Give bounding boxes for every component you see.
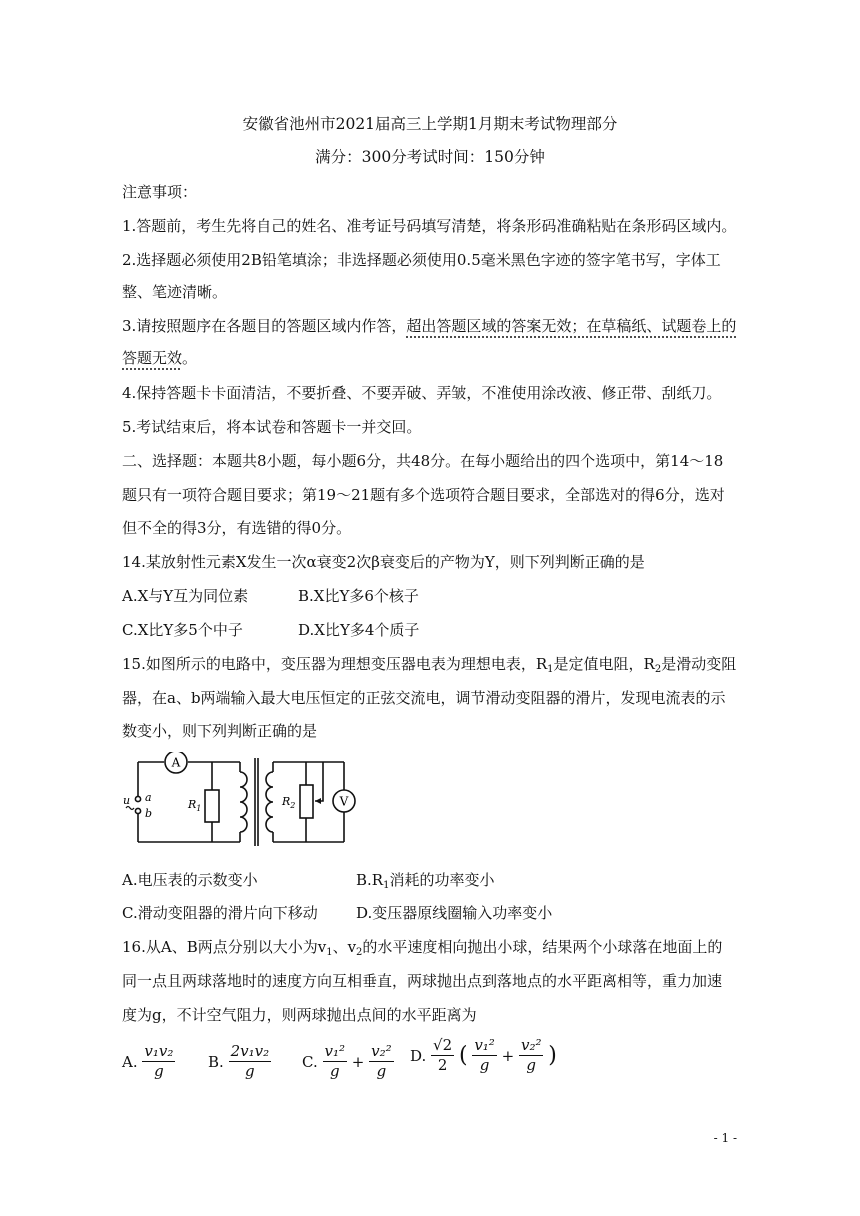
exam-title: 安徽省池州市2021届高三上学期1月期末考试物理部分 <box>242 115 618 133</box>
section-instructions-line-3: 但不全的得3分，有选错的得0分。 <box>122 519 352 537</box>
q15-sub-2: 2 <box>654 664 662 675</box>
q16-stem-line-2: 同一点且两球落地时的速度方向互相垂直，两球抛出点到落地点的水平距离相等，重力加速 <box>122 972 723 990</box>
q15-sub-1: 1 <box>547 664 554 675</box>
frac-numerator: v₁v₂ <box>144 1042 174 1060</box>
notice-item-2-line-1: 2.选择题必须使用2B铅笔填涂；非选择题必须使用0.5毫米黑色字迹的签字笔书写，字体工 <box>122 251 721 269</box>
frac-denominator: g <box>245 1062 255 1080</box>
q16-option-b-label: B. <box>208 1052 224 1071</box>
frac-denominator: g <box>154 1062 164 1080</box>
r1-label: $R_1$ <box>188 798 202 813</box>
frac-numerator: v₂² <box>520 1036 542 1054</box>
q15-stem-line-1 <box>122 653 736 675</box>
q16-stem-line-1 <box>122 936 722 958</box>
section-instructions-line-1: 二、选择题：本题共8小题，每小题6分，共48分。在每小题给出的四个选项中，第14～18 <box>122 452 724 470</box>
q16-option-b <box>208 1042 271 1081</box>
q16-option-a <box>122 1042 175 1081</box>
q16-option-d-fraction-2 <box>519 1036 544 1075</box>
q15-option-c: C.滑动变阻器的滑片向下移动 <box>122 904 318 922</box>
notice-heading: 注意事项： <box>122 183 198 201</box>
ammeter-label: A <box>171 755 181 770</box>
open-paren: ( <box>458 1043 468 1068</box>
r2-label: $R_2$ <box>282 795 296 810</box>
q14-option-a: A.X与Y互为同位素 <box>122 587 249 605</box>
frac-denominator: 2 <box>437 1056 448 1074</box>
q16-text-b: 、v <box>332 938 357 956</box>
q16-option-a-fraction <box>142 1042 175 1081</box>
q15-option-d: D.变压器原线圈输入功率变小 <box>356 904 553 922</box>
slider-arrow-icon <box>315 798 321 804</box>
notice-item-3-emphasis-2: 答题无效 <box>122 349 183 367</box>
frac-numerator: v₁² <box>324 1042 346 1060</box>
notice-item-3-text: 3.请按照题序在各题目的答题区域内作答， <box>122 317 407 335</box>
q15-option-b-post: 消耗的功率变小 <box>389 871 495 889</box>
notice-item-5: 5.考试结束后，将本试卷和答题卡一并交回。 <box>122 418 422 436</box>
q15-option-b-sub: 1 <box>383 880 390 891</box>
transformer-circuit-diagram <box>118 752 358 848</box>
frac-denominator: g <box>526 1056 537 1074</box>
q16-option-a-label: A. <box>122 1052 138 1071</box>
q16-option-b-fraction <box>229 1042 272 1081</box>
q16-sub-1: 1 <box>326 947 333 958</box>
q16-text-c: 的水平速度相向抛出小球，结果两个小球落在地面上的 <box>362 938 723 956</box>
frac-numerator: √2 <box>433 1036 453 1054</box>
plus-sign: + <box>501 1046 515 1065</box>
q15-text-a: 15.如图所示的电路中，变压器为理想变压器电表为理想电表，R <box>122 655 548 673</box>
q16-stem-line-3: 度为g，不计空气阻力，则两球抛出点间的水平距离为 <box>122 1006 477 1024</box>
q14-option-c: C.X比Y多5个中子 <box>122 621 243 639</box>
notice-item-1: 1.答题前，考生先将自己的姓名、准考证号码填写清楚，将条形码准确粘贴在条形码区域内。 <box>122 217 737 235</box>
q15-text-b: 是定值电阻，R <box>553 655 655 673</box>
page-number: - 1 - <box>713 1131 737 1145</box>
frac-numerator: v₂² <box>371 1042 392 1060</box>
notice-item-3-emphasis: 超出答题区域的答案无效；在草稿纸、试题卷上的 <box>406 317 737 335</box>
q16-sub-2: 2 <box>356 947 363 958</box>
voltmeter-label: V <box>339 794 349 809</box>
q16-option-c-label: C. <box>302 1052 318 1071</box>
plus-sign: + <box>351 1052 365 1071</box>
frac-denominator: g <box>376 1062 387 1080</box>
q16-option-c-fraction-1 <box>323 1042 348 1081</box>
q15-stem-line-3: 数变小，则下列判断正确的是 <box>122 722 318 740</box>
q14-option-d: D.X比Y多4个质子 <box>298 621 420 639</box>
voltage-u-label: u <box>123 794 131 807</box>
frac-numerator: 2v₁v₂ <box>230 1042 270 1060</box>
q16-option-d-coefficient <box>431 1036 454 1075</box>
q15-option-a: A.电压表的示数变小 <box>122 871 258 889</box>
q15-stem-line-2: 器，在a、b两端输入最大电压恒定的正弦交流电，调节滑动变阻器的滑片，发现电流表的示 <box>122 689 726 707</box>
q16-option-d <box>410 1036 557 1075</box>
q15-option-b <box>356 869 494 891</box>
notice-item-4: 4.保持答题卡卡面清洁，不要折叠、不要弄破、弄皱，不准使用涂改液、修正带、刮纸刀。 <box>122 384 722 402</box>
notice-item-3-line-2 <box>122 347 197 368</box>
terminal-a-label: a <box>145 791 152 804</box>
q16-option-c-fraction-2 <box>369 1042 394 1081</box>
q16-option-c <box>302 1042 394 1081</box>
notice-item-2-line-2: 整、笔迹清晰。 <box>122 283 228 301</box>
section-instructions-line-2: 题只有一项符合题目要求；第19～21题有多个选项符合题目要求，全部选对的得6分，选对 <box>122 486 725 504</box>
q15-option-b-pre: B.R <box>356 871 384 889</box>
q16-option-d-fraction-1 <box>472 1036 497 1075</box>
q15-text-c: 是滑动变阻 <box>661 655 737 673</box>
frac-numerator: v₁² <box>474 1036 495 1054</box>
frac-denominator: g <box>329 1062 340 1080</box>
notice-item-3-line-1 <box>122 315 736 336</box>
q14-stem: 14.某放射性元素X发生一次α衰变2次β衰变后的产物为Y，则下列判断正确的是 <box>122 553 645 571</box>
terminal-b-label: b <box>145 807 153 820</box>
q16-option-d-label: D. <box>410 1046 427 1065</box>
close-paren: ) <box>548 1043 557 1068</box>
q16-text-a: 16.从A、B两点分别以大小为v <box>122 938 327 956</box>
exam-subtitle: 满分：300分考试时间：150分钟 <box>315 148 545 166</box>
notice-item-3-end: 。 <box>182 349 198 367</box>
frac-denominator: g <box>479 1056 490 1074</box>
q14-option-b: B.X比Y多6个核子 <box>298 587 419 605</box>
